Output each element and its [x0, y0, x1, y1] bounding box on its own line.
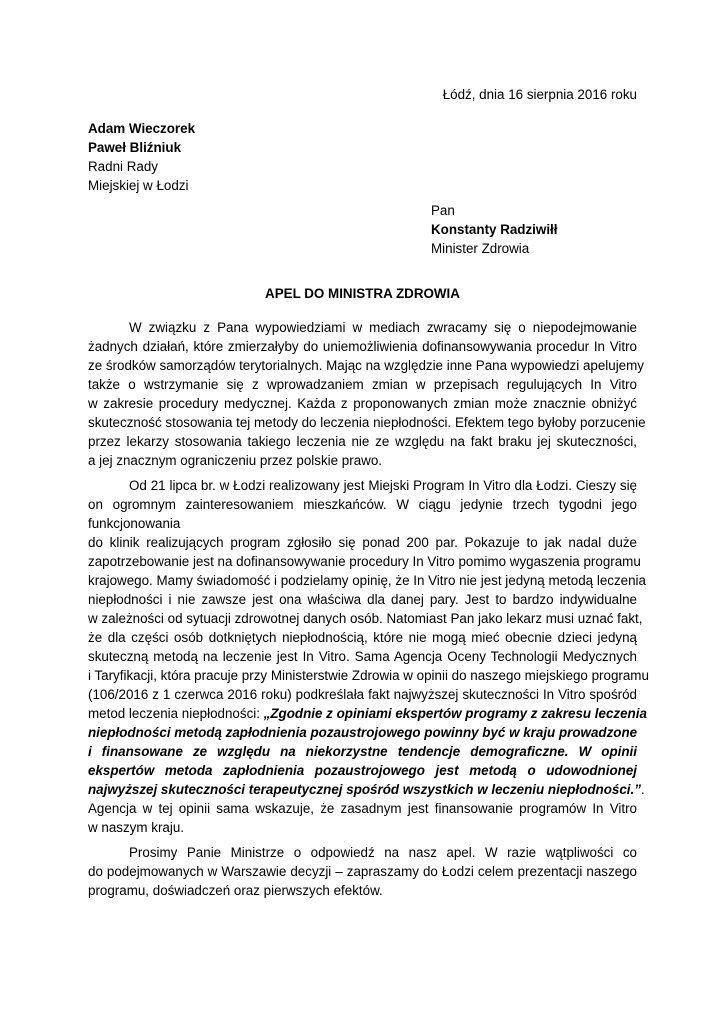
text-line: krajowego. Mamy świadomość i podzielamy opinię, że In Vitro nie jest jedyną metodą leczenia [88, 573, 646, 588]
text-line: W związku z Pana wypowiedziami w mediach zwracamy się o niepodejmowanie [129, 320, 637, 335]
paragraph-2 [88, 476, 649, 837]
letter-title: APEL DO MINISTRA ZDROWIA [265, 286, 460, 301]
sender-role-2: Miejskiej w Łodzi [88, 178, 189, 193]
quote-line-5 [88, 780, 645, 799]
text-line: żadnych działań, które zmierzałyby do uniemożliwienia dofinansowywania procedur In Vitro [88, 339, 637, 354]
text-line: Agencja w tej opinii sama wskazuje, że zasadnym jest finansowanie programów In Vitro [88, 801, 637, 816]
quote-lead: metod leczenia niepłodności: [88, 706, 264, 721]
text-line: a jej znacznym ograniczeniu przez polskie prawo. [88, 453, 382, 468]
recipient-role: Minister Zdrowia [431, 241, 530, 256]
text-line: zapotrzebowanie jest na dofinansowywanie procedury In Vitro pomimo wygaszenia programu [88, 554, 641, 569]
sender-name-1: Adam Wieczorek [88, 121, 196, 136]
quote-line-4: ekspertów metoda zapłodnienia pozaustrojowego jest metodą o udowodnionej [88, 763, 637, 778]
text-line: w zależności od sytuacji zdrowotnej danych osób. Natomiast Pan jako lekarz musi uznać fakt, [88, 611, 643, 626]
text-line: (106/2016 z 1 czerwca 2016 roku) podkreślała fakt najwyższej skuteczności In Vitro spośród [88, 687, 637, 702]
quote-line-2: niepłodności metodą zapłodnienia pozaustrojowego powinny być w kraju prowadzone [88, 725, 638, 740]
text-line: on ogromnym zainteresowaniem mieszkańców. W ciągu jedynie trzech tygodni jego [88, 497, 637, 512]
text-line: skuteczność stosowania tej metody do leczenia niepłodności. Efektem tego byłoby porzucenie [88, 415, 646, 430]
text-line: ze środków samorządów terytorialnych. Mając na względzie inne Pana wypowiedzi apelujemy [88, 358, 644, 373]
text-line: przez lekarzy stosowania takiego leczenia nie ze względu na fakt braku jej skuteczności, [88, 434, 637, 449]
text-line: w naszym kraju. [88, 820, 184, 835]
text-line: do klinik realizujących program zgłosiło się ponad 200 par. Pokazuje to jak nadal duże [88, 535, 637, 550]
sender-role-1: Radni Rady [88, 159, 158, 174]
sender-name-2: Paweł Bliźniuk [88, 140, 182, 155]
text-line: programu, doświadczeń oraz pierwszych efektów. [88, 883, 383, 898]
text-line: i Taryfikacji, która pracuje przy Ministerstwie Zdrowia w opinii do naszego miejskiego programu [88, 668, 649, 683]
text-line: niepłodności i nie zawsze jest ona właściwa dla danej pary. Jest to bardzo indywidualne [88, 592, 637, 607]
paragraph-3 [88, 843, 637, 900]
letter-body [88, 318, 649, 906]
text-line: Od 21 lipca br. w Łodzi realizowany jest Miejski Program In Vitro dla Łodzi. Cieszy się [129, 478, 637, 493]
recipient-salutation: Pan [431, 203, 455, 218]
recipient-name: Konstanty Radziwiłł [431, 222, 558, 237]
letter-date: Łódź, dnia 16 sierpnia 2016 roku [442, 87, 637, 102]
quote-line-3: i finansowane ze względu na niekorzystne tendencje demograficzne. W opinii [88, 744, 637, 759]
text-line: funkcjonowania [88, 516, 181, 531]
text-line: do podejmowanych w Warszawie decyzji – zapraszamy do Łodzi celem prezentacji naszego [88, 864, 637, 879]
text-line: skuteczną metodą na leczenie jest In Vitro. Sama Agencja Oceny Technologii Medycznych [88, 649, 637, 664]
text-line: w zakresie procedury medycznej. Każda z proponowanych zmian może znacznie obniżyć [88, 396, 637, 411]
recipient-block [431, 201, 557, 258]
paragraph-1 [88, 318, 646, 470]
text-line: Prosimy Panie Ministrze o odpowiedź na nasz apel. W razie wątpliwości co [129, 845, 637, 860]
quote-text: „Zgodnie z opiniami ekspertów programy z zakresu leczenia [263, 706, 647, 721]
quote-text: najwyższej skuteczności terapeutycznej spośród wszystkich w leczeniu niepłodności.” [88, 782, 641, 797]
quote-line-1 [88, 704, 647, 723]
quote-trail: . [640, 782, 645, 797]
text-line: także o wstrzymanie się z wprowadzaniem zmian w przepisach regulujących In Vitro [88, 377, 637, 392]
sender-block [88, 119, 195, 195]
text-line: że dla części osób dotkniętych niepłodnością, które nie mogą mieć obecnie dzieci jedyną [88, 630, 637, 645]
